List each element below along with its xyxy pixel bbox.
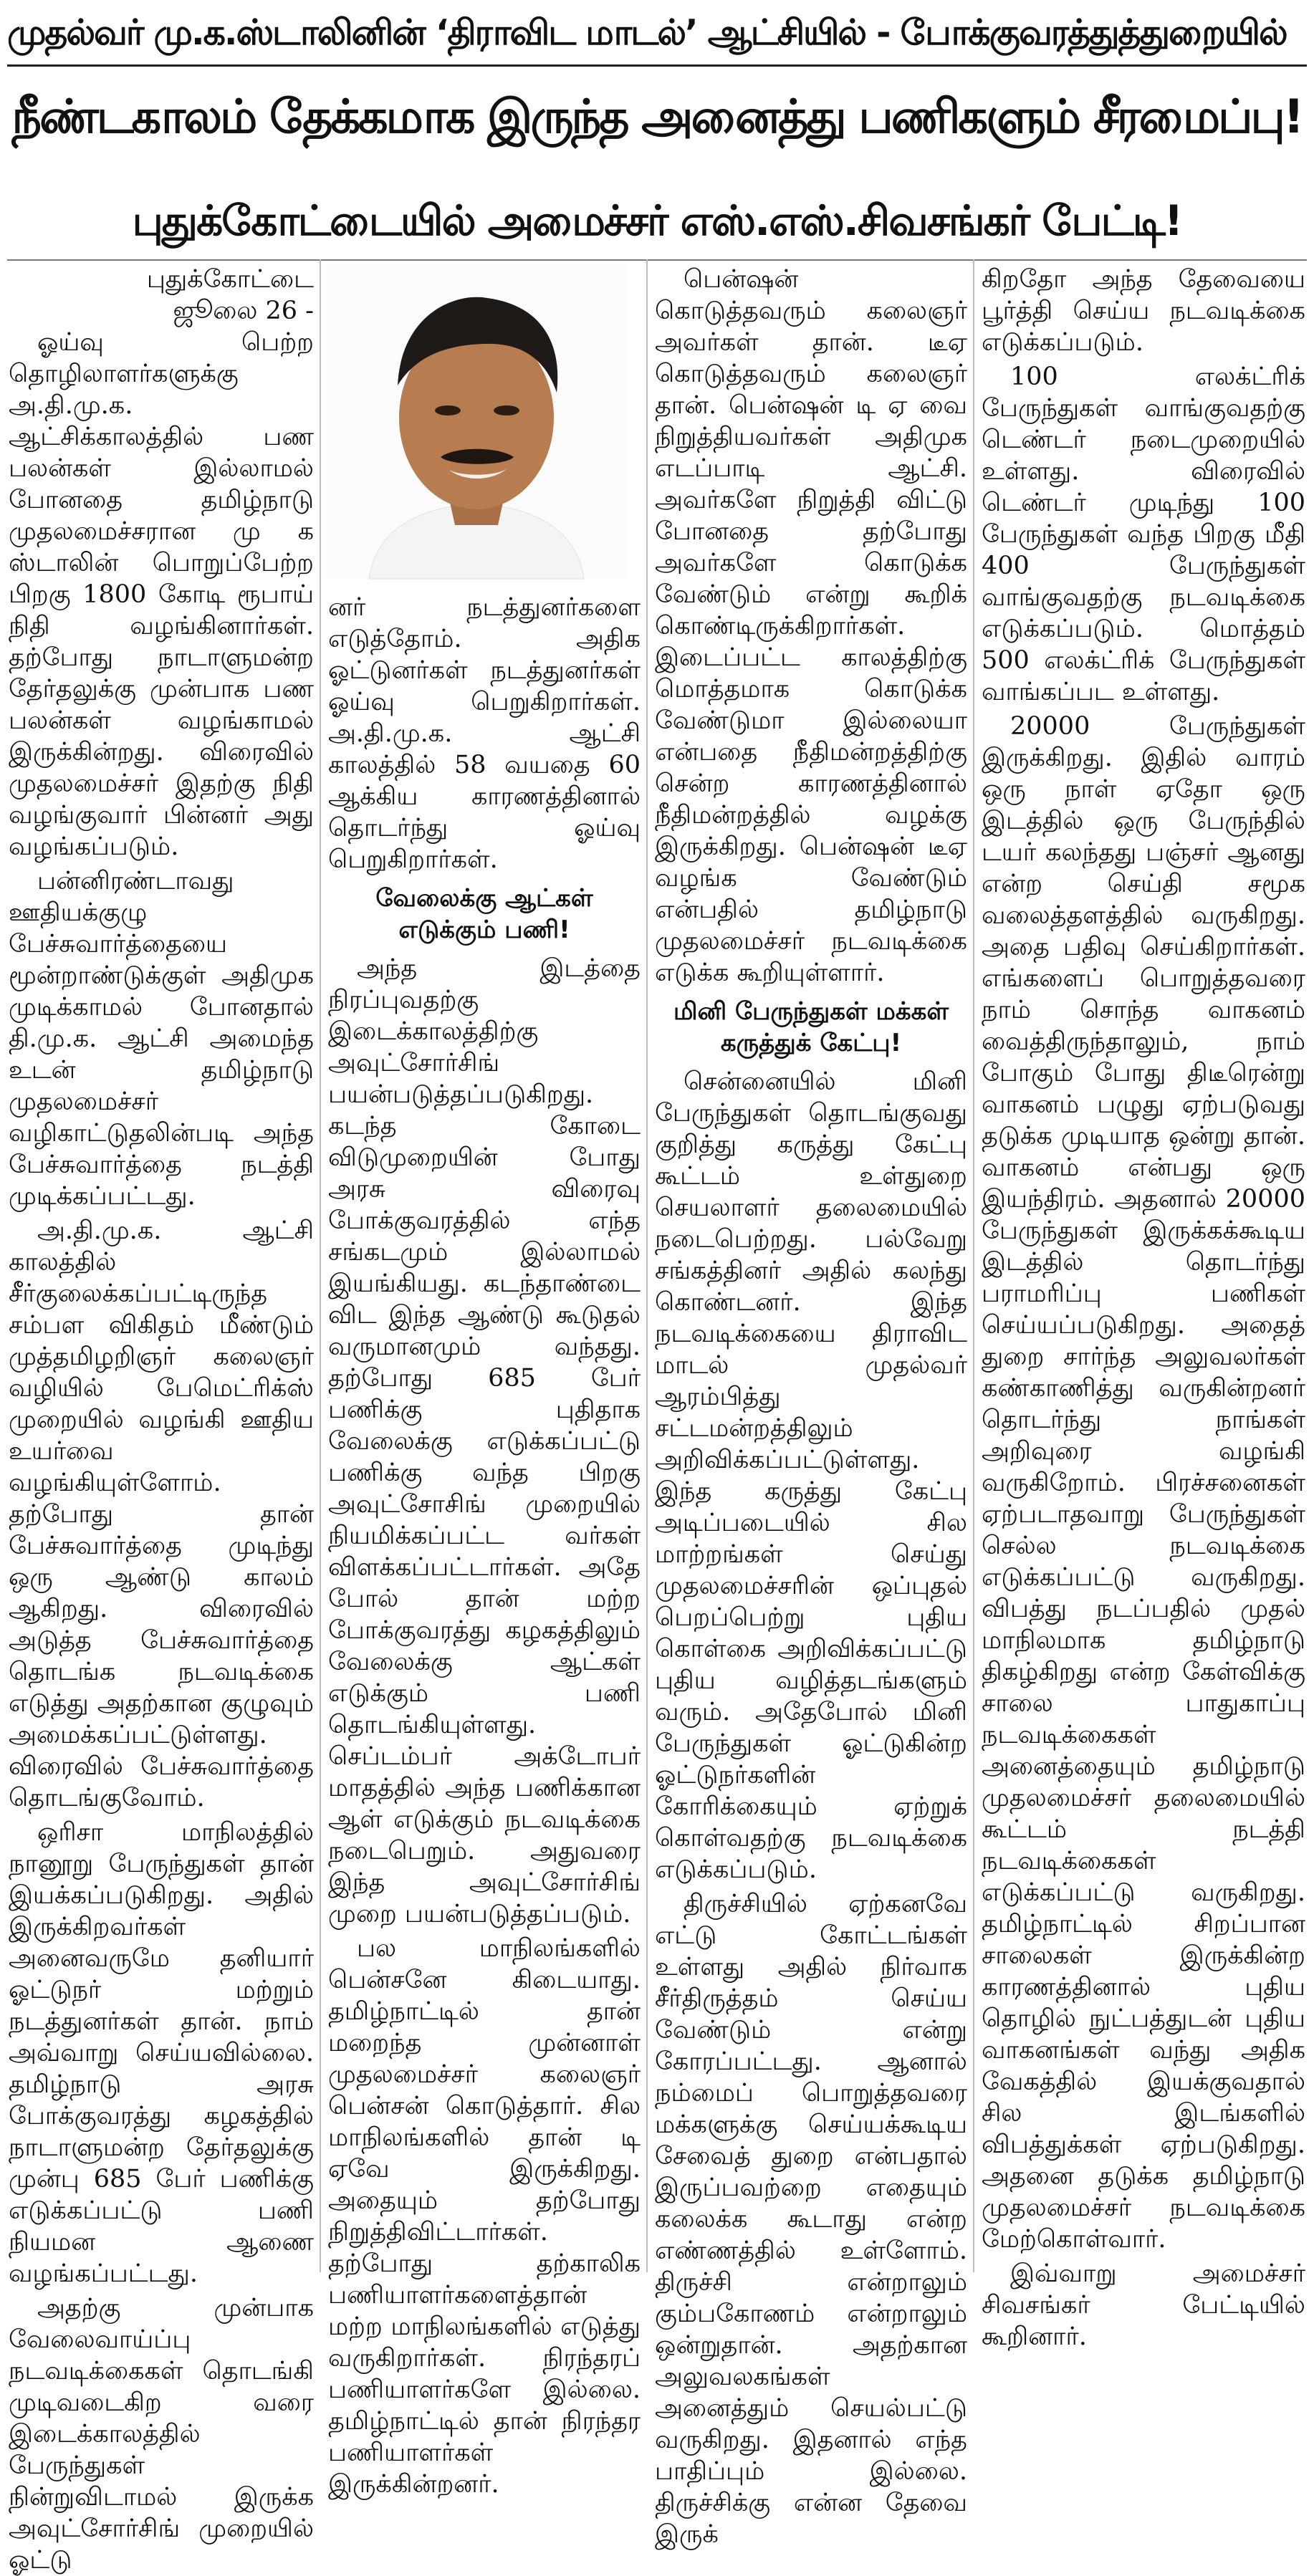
kicker-line: முதல்வர் மு.க.ஸ்டாலினின் ‘திராவிட மாடல்’ ஆட்சியில் - போக்குவரத்துத்துறையில் <box>7 6 1307 67</box>
subheading <box>328 883 641 946</box>
subheading-line: கருத்துக் கேட்பு! <box>720 1029 902 1057</box>
paragraph: ஒரிசா மாநிலத்தில் நானூறு பேருந்துகள் தான் இயக்கப்படுகிறது. அதில் இருக்கிறவர்கள் அனைவருமே தனியார் ஓட்டுநர் மற்றும் நடத்துனர்கள் தான். நாம் அவ்வாறு செய்யவில்லை. தமிழ்நாடு அரசு போக்குவரத்து கழகத்தில் நாடாளுமன்ற தேர்தலுக்கு முன்பு 685 பேர் பணிக்கு எடுக்கப்பட்டு பணி நியமன ஆணை வழங்கப்பட்டது. <box>9 1818 314 2288</box>
dateline-place: புதுக்கோட்டை <box>146 265 314 294</box>
subheading-line: எடுக்கும் பணி! <box>398 915 570 944</box>
subheading <box>655 996 967 1059</box>
subheadline: புதுக்கோட்டையில் அமைச்சர் எஸ்.எஸ்.சிவசங்கர் பேட்டி! <box>132 196 1182 245</box>
article-column-3 <box>655 264 967 2549</box>
paragraph: பன்னிரண்டாவது ஊதியக்குழு பேச்சுவார்த்தையை மூன்றாண்டுக்குள் அதிமுக முடிக்காமல் போனதால் தி.மு.க. ஆட்சி அமைந்த உடன் தமிழ்நாடு முதலமைச்சர் வழிகாட்டுதலின்படி அந்த பேச்சுவார்த்தை நடத்தி முடிக்கப்பட்டது. <box>9 867 314 1211</box>
column-divider <box>646 259 648 2272</box>
minister-photo <box>326 264 627 579</box>
column-divider <box>973 259 974 2272</box>
paragraph: 20000 பேருந்துகள் இருக்கிறது. இதில் வாரம் ஒரு நாள் ஏதோ ஒரு இடத்தில் ஒரு பேருந்தில் டயர் கலந்தது பஞ்சர் ஆனது என்ற செய்தி சமூக வலைத்தளத்தில் வருகிறது. அதை பதிவு செய்கிறார்கள். எங்களைப் பொறுத்தவரை நாம் சொந்த வாகனம் வைத்திருந்தாலும், நாம் போகும் போது திடீரென்று வாகனம் பழுது ஏற்படுவது தடுக்க முடியாத ஒன்று தான். வாகனம் என்பது ஒரு இயந்திரம். அதனால் 20000 பேருந்துகள் இருக்கக்கூடிய இடத்தில் தொடர்ந்து பராமரிப்பு பணிகள் செய்யப்படுகிறது. அதைத் துறை சார்ந்த அலுவலர்கள் கண்காணித்து வருகின்றனர் தொடர்ந்து நாங்கள் அறிவுரை வழங்கி வருகிறோம். பிரச்சனைகள் ஏற்படாதவாறு பேருந்துகள் செல்ல நடவடிக்கை எடுக்கப்பட்டு வருகிறது. விபத்து நடப்பதில் முதல் மாநிலமாக தமிழ்நாடு திகழ்கிறது என்ற கேள்விக்கு சாலை பாதுகாப்பு நடவடிக்கைகள் அனைத்தையும் தமிழ்நாடு முதலமைச்சர் தலைமையில் கூட்டம் நடத்தி நடவடிக்கைகள் எடுக்கப்பட்டு வருகிறது. தமிழ்நாட்டில் சிறப்பான சாலைகள் இருக்கின்ற காரணத்தினால் புதிய தொழில் நுட்பத்துடன் புதிய வாகனங்கள் வந்து அதிக வேகத்தில் இயக்குவதால் சில இடங்களில் விபத்துக்கள் ஏற்படுகிறது. அதனை தடுக்க தமிழ்நாடு முதலமைச்சர் நடவடிக்கை மேற்கொள்வார். <box>982 712 1305 2254</box>
paragraph: கிறதோ அந்த தேவையை பூர்த்தி செய்ய நடவடிக்கை எடுக்கப்படும். <box>982 265 1305 357</box>
dateline-date: ஜூலை 26 - <box>173 297 314 325</box>
paragraph: அந்த இடத்தை நிரப்புவதற்கு இடைக்காலத்திற்கு அவுட்சோர்சிங் பயன்படுத்தப்படுகிறது. கடந்த கோடை விடுமுறையின் போது அரசு விரைவு போக்குவரத்தில் எந்த சங்கடமும் இல்லாமல் இயங்கியது. கடந்தாண்டை விட இந்த ஆண்டு கூடுதல் வருமானமும் வந்தது. தற்போது 685 பேர் பணிக்கு புதிதாக வேலைக்கு எடுக்கப்பட்டு பணிக்கு வந்த பிறகு அவுட்சோசிங் முறையில் நியமிக்கப்பட்ட வர்கள் விளக்கப்பட்டார்கள். அதே போல் தான் மற்ற போக்குவரத்து கழகத்திலும் வேலைக்கு ஆட்கள் எடுக்கும் பணி தொடங்கியுள்ளது. செப்டம்பர் அக்டோபர் மாதத்தில் அந்த பணிக்கான ஆள் எடுக்கும் நடவடிக்கை நடைபெறும். அதுவரை இந்த அவுட்சோர்சிங் முறை பயன்படுத்தப்படும். <box>328 954 641 1928</box>
subheading-line: மினி பேருந்துகள் மக்கள் <box>673 997 949 1026</box>
paragraph: ஓய்வு பெற்ற தொழிலாளர்களுக்கு அ.தி.மு.க. ஆட்சிக்காலத்தில் பண பலன்கள் இல்லாமல் போனதை தமிழ்நாடு முதலமைச்சரான மு க ஸ்டாலின் பொறுப்பேற்ற பிறகு 1800 கோடி ரூபாய் நிதி வழங்கினார்கள். தற்போது நாடாளுமன்ற தேர்தலுக்கு முன்பாக பண பலன்கள் வழங்காமல் இருக்கின்றது. விரைவில் முதலமைச்சர் இதற்கு நிதி வழங்குவார் பின்னர் அது வழங்கப்படும். <box>9 328 314 861</box>
paragraph: இவ்வாறு அமைச்சர் சிவசங்கர் பேட்டியில் கூறினார். <box>982 2259 1305 2351</box>
headline: நீண்டகாலம் தேக்கமாக இருந்த அனைத்து பணிகளும் சீரமைப்பு! <box>11 90 1303 144</box>
paragraph: பென்ஷன் கொடுத்தவரும் கலைஞர் அவர்கள் தான். டீஏ கொடுத்தவரும் கலைஞர் தான். பென்ஷன் டி ஏ வை நிறுத்தியவர்கள் அதிமுக எடப்பாடி ஆட்சி. அவர்களே நிறுத்தி விட்டு போனதை தற்போது அவர்களே கொடுக்க வேண்டும் என்று கூறிக் கொண்டிருக்கிறார்கள். இடைப்பட்ட காலத்திற்கு மொத்தமாக கொடுக்க வேண்டுமா இல்லையா என்பதை நீதிமன்றத்திற்கு சென்ற காரணத்தினால் நீதிமன்றத்தில் வழக்கு இருக்கிறது. பென்ஷன் டீஏ வழங்க வேண்டும் என்பதில் தமிழ்நாடு முதலமைச்சர் நடவடிக்கை எடுக்க கூறியுள்ளார். <box>655 265 967 987</box>
article-column-1 <box>9 264 314 2575</box>
paragraph: சென்னையில் மினி பேருந்துகள் தொடங்குவது குறித்து கருத்து கேட்பு கூட்டம் உள்துறை செயலாளர் தலைமையில் நடைபெற்றது. பல்வேறு சங்கத்தினர் அதில் கலந்து கொண்டனர். இந்த நடவடிக்கையை திராவிட மாடல் முதல்வர் ஆரம்பித்து சட்டமன்றத்திலும் அறிவிக்கப்பட்டுள்ளது. இந்த கருத்து கேட்பு அடிப்படையில் சில மாற்றங்கள் செய்து முதலமைச்சரின் ஒப்புதல் பெறப்பெற்று புதிய கொள்கை அறிவிக்கப்பட்டு புதிய வழித்தடங்களும் வரும். அதேபோல் மினி பேருந்துகள் ஓட்டுகின்ற ஓட்டுநர்களின் கோரிக்கையும் ஏற்றுக் கொள்வதற்கு நடவடிக்கை எடுக்கப்படும். <box>655 1067 967 1884</box>
header-rule <box>7 259 1307 261</box>
paragraph: அதற்கு முன்பாக வேலைவாய்ப்பு நடவடிக்கைகள் தொடங்கி முடிவடைகிற வரை இடைக்காலத்தில் பேருந்துகள் நின்றுவிடாமல் இருக்க அவுட்சோர்சிங் முறையில் ஓட்டு <box>9 2294 314 2575</box>
column-divider <box>320 259 321 2272</box>
article-column-4 <box>982 264 1305 2351</box>
paragraph: னர் நடத்துனர்களை எடுத்தோம். அதிக ஓட்டுனர்கள் நடத்துனர்கள் ஓய்வு பெறுகிறார்கள். அ.தி.மு.க. ஆட்சி காலத்தில் 58 வயதை 60 ஆக்கிய காரணத்தினால் தொடர்ந்து ஓய்வு பெறுகிறார்கள். <box>328 593 641 874</box>
portrait-image <box>326 264 627 579</box>
article-column-2 <box>328 592 641 2499</box>
paragraph: அ.தி.மு.க. ஆட்சி காலத்தில் சீர்குலைக்கப்பட்டிருந்த சம்பள விகிதம் மீண்டும் முத்தமிழறிஞர் கலைஞர் வழியில் பேமெட்ரிக்ஸ் முறையில் வழங்கி ஊதிய உயர்வை வழங்கியுள்ளோம். தற்போது தான் பேச்சுவார்த்தை முடிந்து ஒரு ஆண்டு காலம் ஆகிறது. விரைவில் அடுத்த பேச்சுவார்த்தை தொடங்க நடவடிக்கை எடுத்து அதற்கான குழுவும் அமைக்கப்பட்டுள்ளது. விரைவில் பேச்சுவார்த்தை தொடங்குவோம். <box>9 1216 314 1812</box>
subheading-line: வேலைக்கு ஆட்கள் <box>375 884 593 913</box>
paragraph: பல மாநிலங்களில் பென்சனே கிடையாது. தமிழ்நாட்டில் தான் மறைந்த முன்னாள் முதலமைச்சர் கலைஞர் பென்சன் கொடுத்தார். சில மாநிலங்களில் தான் டி ஏவே இருக்கிறது. அதையும் தற்போது நிறுத்திவிட்டார்கள். தற்போது தற்காலிக பணியாளர்களைத்தான் மற்ற மாநிலங்களில் எடுத்து வருகிறார்கள். நிரந்தரப் பணியாளர்களே இல்லை. தமிழ்நாட்டில் தான் நிரந்தர பணியாளர்கள் இருக்கின்றனர். <box>328 1934 641 2499</box>
paragraph: 100 எலக்ட்ரிக் பேருந்துகள் வாங்குவதற்கு டெண்டர் நடைமுறையில் உள்ளது. விரைவில் டெண்டர் முடிந்து 100 பேருந்துகள் வந்த பிறகு மீதி 400 பேருந்துகள் வாங்குவதற்கு நடவடிக்கை எடுக்கப்படும். மொத்தம் 500 எலக்ட்ரிக் பேருந்துகள் வாங்கப்பட உள்ளது. <box>982 362 1305 706</box>
paragraph: திருச்சியில் ஏற்கனவே எட்டு கோட்டங்கள் உள்ளது அதில் நிர்வாக சீர்திருத்தம் செய்ய வேண்டும் என்று கோரப்பட்டது. ஆனால் நம்மைப் பொறுத்தவரை மக்களுக்கு செய்யக்கூடிய சேவைத் துறை என்பதால் இருப்பவற்றை எதையும் கலைக்க கூடாது என்ற எண்ணத்தில் உள்ளோம். திருச்சி என்றாலும் கும்பகோணம் என்றாலும் ஒன்றுதான். அதற்கான அலுவலகங்கள் அனைத்தும் செயல்பட்டு வருகிறது. இதனால் எந்த பாதிப்பும் இல்லை. திருச்சிக்கு என்ன தேவை இருக் <box>655 1890 967 2549</box>
